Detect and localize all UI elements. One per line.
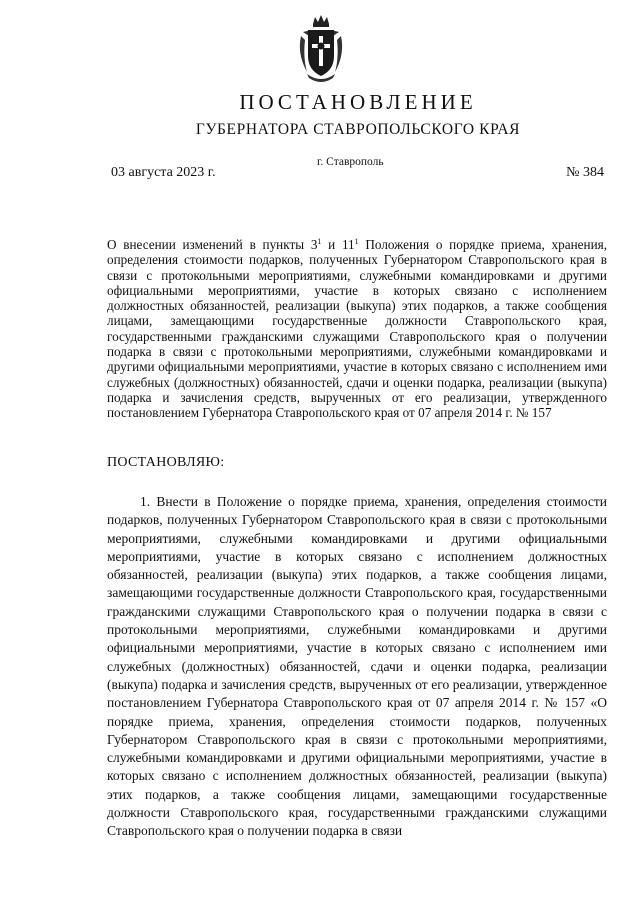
document-heading [107, 237, 607, 421]
document-number: № 384 [566, 165, 604, 180]
heading-superscript-2: 1 [354, 237, 359, 246]
document-issuer: ГУБЕРНАТОРА СТАВРОПОЛЬСКОГО КРАЯ [195, 121, 521, 138]
heading-superscript-1: 1 [317, 237, 322, 246]
body-paragraph-1: 1. Внести в Положение о порядке приема, хранения, определения стоимости подарков, полученных Губернатором Ставропольского края в связи с протокольными мероприятиями, служебными командировками и другими официальными мероприятиями, участие в которых связано с исполнением должностных обязанностей, реализации (выкупа) этих подарков, а также сообщения лицами, замещающими государственные должности Ставропольского края, государственными гражданскими служащими Ставропольского края о получении подарка в связи с протокольными мероприятиями, служебными командировками и другими официальными мероприятиями, участие в которых связано с исполнением ими служебных (должностных) обязанностей, сдачи и оценки подарка, реализации (выкупа) подарка и зачисления средств, вырученных от его реализации, утвержденное постановлением Губернатора Ставропольского края от 07 апреля 2014 г. № 157 «О порядке приема, хранения, определения стоимости подарков, полученных Губернатором Ставропольского края в связи с протокольными мероприятиями, служебными командировками и другими официальными мероприятиями, участие в которых связано с исполнением должностных обязанностей, реализации (выкупа) этих подарков, а также сообщения лицами, замещающими государственные должности Ставропольского края, государственными гражданскими служащими Ставропольского края о получении подарка в связи [107, 494, 607, 839]
heading-part-2: и 11 [321, 237, 355, 252]
document-city: г. Ставрополь [317, 156, 384, 168]
coat-of-arms-icon [293, 14, 349, 84]
decree-word: ПОСТАНОВЛЯЮ: [107, 455, 225, 470]
heading-part-1: О внесении изменений в пункты 3 [107, 237, 318, 252]
document-title: ПОСТАНОВЛЕНИЕ [239, 90, 477, 114]
heading-part-3: Положения о порядке приема, хранения, определения стоимости подарков, полученных Губернатором Ставропольского края в связи с протокольными мероприятиями, служебными командировками и другими официальными мероприятиями, участие в которых связано с исполнением должностных обязанностей, реализации (выкупа) этих подарков, а также сообщения лицами, замещающими государственные должности Ставропольского края, государственными гражданскими служащими Ставропольского края о получении подарка в связи с протокольными мероприятиями, служебными командировками и другими официальными мероприятиями, участие в которых связано с исполнением ими служебных (должностных) обязанностей, сдачи и оценки подарка, реализации (выкупа) подарка и зачисления средств, вырученных от его реализации, утвержденного постановлением Губернатора Ставропольского края от 07 апреля 2014 г. № 157 [107, 237, 607, 421]
document-date: 03 августа 2023 г. [111, 165, 216, 180]
